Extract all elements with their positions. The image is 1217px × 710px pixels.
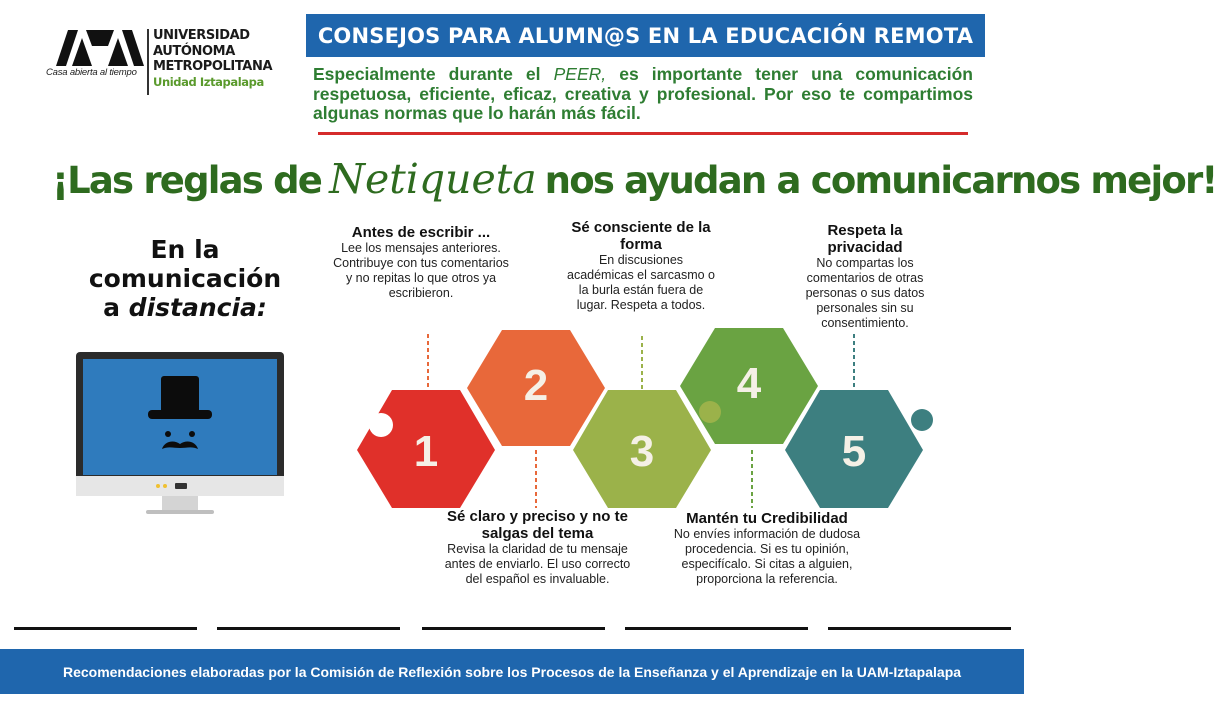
- tip-body: No compartas los comentarios de otras personas o sus datos personales sin su consentimiento.: [805, 256, 925, 330]
- campus-name: Unidad Iztapalapa: [153, 74, 264, 89]
- tip-5: [790, 222, 940, 331]
- main-heading: [52, 150, 1217, 208]
- tip-body: Lee los mensajes anteriores. Contribuye con tus comentarios y no repitas lo que otros ya escribieron.: [333, 241, 509, 300]
- logo-tagline: Casa abierta al tiempo: [46, 67, 137, 78]
- puzzle-knob: [911, 409, 933, 431]
- tip-2: [440, 508, 635, 587]
- tip-body: No envíes información de dudosa procedencia. Si es tu opinión, especifícalo. Si citas a alguien, proporciona la referencia.: [673, 527, 861, 586]
- heading-script-word: Netiqueta: [329, 155, 537, 203]
- intro-paragraph: [313, 65, 973, 124]
- footer-banner: Recomendaciones elaboradas por la Comisión de Reflexión sobre los Procesos de la Enseñanza y el Aprendizaje en la UAM-Iztapalapa: [0, 649, 1024, 694]
- monitor-icon: [76, 352, 284, 516]
- header-banner: CONSEJOS PARA ALUMN@S EN LA EDUCACIÓN REMOTA: [306, 14, 985, 57]
- uam-logo-icon: [56, 30, 144, 66]
- university-name-line: UNIVERSIDAD: [153, 28, 250, 43]
- caption-word: distancia:: [128, 293, 267, 322]
- red-divider: [318, 132, 968, 135]
- intro-emphasis: PEER,: [553, 64, 607, 84]
- left-caption: [70, 235, 300, 322]
- piece-number: 3: [629, 427, 655, 476]
- tip-4: [672, 510, 862, 587]
- tip-3: [566, 219, 716, 313]
- piece-number: 5: [841, 427, 867, 476]
- university-name-line: AUTÓNOMA: [153, 43, 235, 59]
- caption-line: [70, 293, 300, 322]
- caption-line: En la: [150, 235, 220, 264]
- puzzle-knob: [369, 413, 393, 437]
- tip-title: Antes de escribir ...: [351, 224, 491, 241]
- piece-number: 1: [413, 427, 439, 476]
- underline: [422, 627, 605, 630]
- caption-word: a: [103, 293, 120, 322]
- puzzle-knob: [699, 401, 721, 423]
- tip-1: [330, 224, 512, 301]
- heading-part: ¡Las reglas de: [52, 159, 322, 202]
- puzzle-graphic: [340, 320, 940, 510]
- piece-number: 2: [523, 361, 549, 410]
- piece-number: 4: [736, 359, 762, 408]
- underline: [625, 627, 808, 630]
- heading-part: nos ayudan a comunicarnos mejor!: [544, 159, 1217, 202]
- tip-title: Sé consciente de la forma: [571, 219, 711, 253]
- university-name: [153, 28, 272, 90]
- tip-body: En discusiones académicas el sarcasmo o la burla están fuera de lugar. Respeta a todos.: [567, 253, 715, 312]
- underline: [828, 627, 1011, 630]
- tip-title: Mantén tu Credibilidad: [686, 510, 848, 527]
- tip-title: Respeta la privacidad: [827, 222, 903, 256]
- tip-body: Revisa la claridad de tu mensaje antes de enviarlo. El uso correcto del español es invaluable.: [444, 542, 631, 586]
- underline: [217, 627, 400, 630]
- intro-text: es importante tener una comunicación respetuosa, eficiente, eficaz, creativa y profesional. Por eso te compartimos algunas normas que lo harán más fácil.: [313, 64, 973, 123]
- underline: [14, 627, 197, 630]
- caption-line: comunicación: [88, 264, 282, 293]
- tip-title: Sé claro y preciso y no te salgas del tema: [447, 508, 628, 542]
- logo-divider: [147, 29, 149, 95]
- university-name-line: METROPOLITANA: [153, 59, 273, 74]
- intro-text: Especialmente durante el: [313, 64, 541, 84]
